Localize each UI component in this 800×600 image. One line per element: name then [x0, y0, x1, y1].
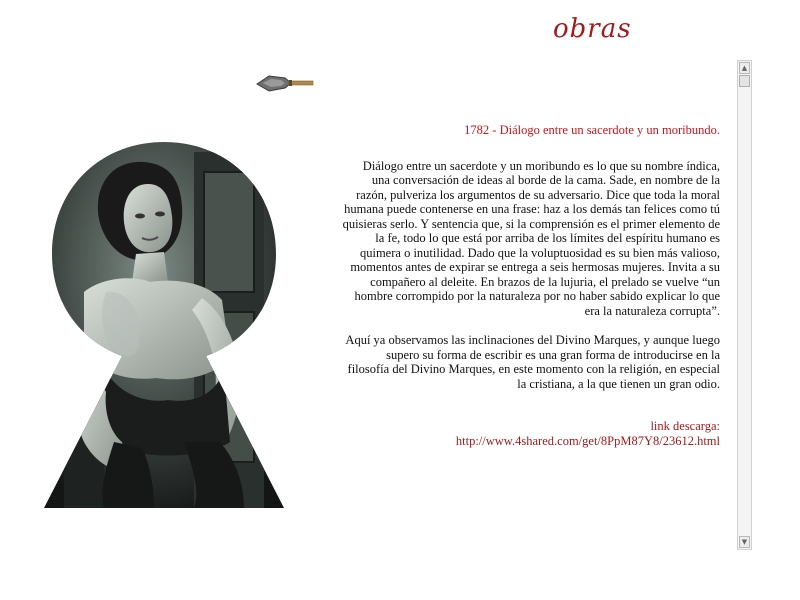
- work-heading: 1782 - Diálogo entre un sacerdote y un moribundo.: [464, 123, 720, 137]
- download-label: link descarga:: [650, 419, 720, 433]
- download-link[interactable]: http://www.4shared.com/get/8PpM87Y8/23612.html: [455, 433, 720, 448]
- download-block: [342, 419, 720, 448]
- keyhole-photo: [44, 142, 284, 508]
- article-paragraph: Aquí ya observamos las inclinaciones del Divino Marques, y aunque luego supero su forma de escribir es una gran forma de introducirse en la filosofía del Divino Marques, en este momento con la religión, en especial la cristiana, a la que tienen un gran odio.: [345, 333, 720, 391]
- scroll-up-arrow-icon[interactable]: ▲: [739, 62, 750, 74]
- spear-arrow-icon: [255, 72, 315, 94]
- page-title: obras: [553, 14, 632, 44]
- scroll-thumb[interactable]: [739, 75, 750, 87]
- article-paragraph: Diálogo entre un sacerdote y un moribundo es lo que su nombre índica, una conversación de ideas al borde de la cama. Sade, en nombre de la razón, pulveriza los argumentos de su adversario. Dice que toda la moral humana puede contenerse en una frase: haz a los demás tan felices como tú quisieras serlo. Y sentencia que, si la comprensión es el primer elemento de la fe, todo lo que está por arriba de los límites del espíritu humano es quimera o inutilidad. Dado que la voluptuosidad es su bien más valioso, momentos antes de expirar se entrega a seis hermosas mujeres. Invita a su compañero al deleite. En brazos de la lujuria, el prelado se vuelve “un hombre corrompido por la naturaleza por no haber sabido explicar lo que era la naturaleza corrupta”.: [342, 158, 720, 318]
- vertical-scrollbar[interactable]: [737, 60, 752, 550]
- scroll-down-arrow-icon[interactable]: ▼: [739, 536, 750, 548]
- content-frame[interactable]: [340, 60, 736, 550]
- article-content: [342, 123, 720, 448]
